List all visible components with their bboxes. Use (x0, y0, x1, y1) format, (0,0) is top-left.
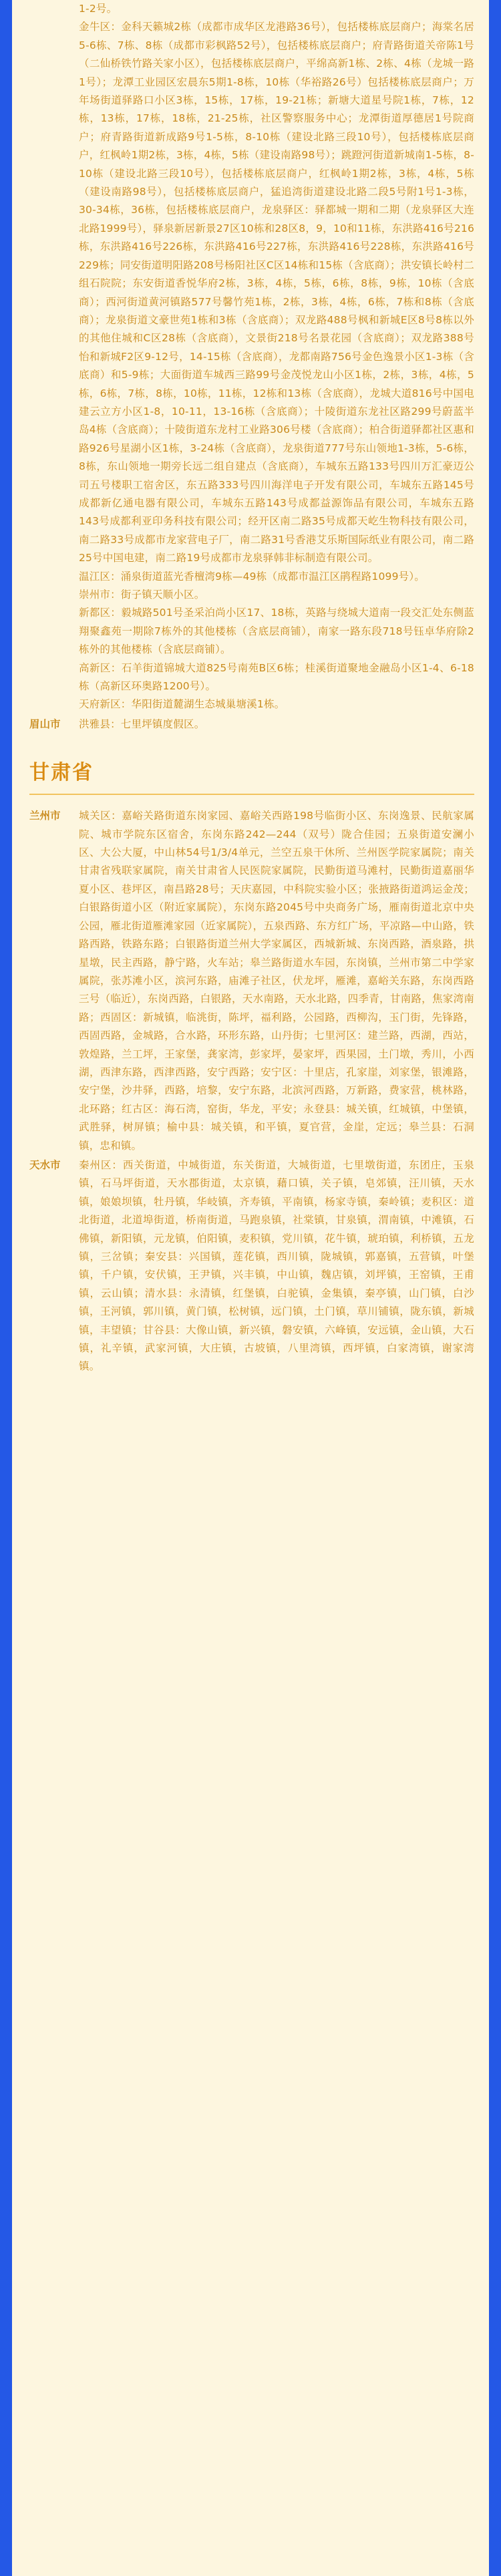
district-paragraph: 温江区：涌泉街道蓝光香檀湾9栋—49栋（成都市温江区鹃程路1099号）。 (79, 570, 425, 583)
city-name: 天水市 (29, 1158, 61, 1171)
province-title: 甘肃省 (29, 761, 94, 785)
province-divider (29, 794, 474, 795)
city-name: 眉山市 (29, 717, 61, 730)
district-paragraph: 崇州市：街子镇天顺小区。 (79, 589, 205, 601)
city-block-lanzhou (29, 807, 474, 1155)
page-frame-left (0, 0, 12, 2576)
city-block-meishan (29, 715, 474, 734)
city-body: 秦州区：西关街道，中城街道，东关街道，大城街道，七里墩街道，东团庄，玉泉镇，石马坪街道，天水郡街道，太京镇，藉口镇，关子镇，皂郊镇，汪川镇，天水镇，娘娘坝镇，牡丹镇，华岐镇，齐寿镇，平南镇，杨家寺镇，秦岭镇；麦积区：道北街道，北道埠街道，桥南街道，马跑泉镇，社棠镇，甘泉镇，渭南镇，中滩镇，石佛镇，新阳镇，元龙镇，伯阳镇，麦积镇，党川镇，花牛镇，琥珀镇，利桥镇，五龙镇，三岔镇；秦安县：兴国镇，莲花镇，西川镇，陇城镇，郭嘉镇，五营镇，叶堡镇，千户镇，安伏镇，王尹镇，兴丰镇，中山镇，魏店镇，刘坪镇，王窑镇，王甫镇，云山镇；清水县：永清镇，红堡镇，白驼镇，金集镇，秦亭镇，山门镇，白沙镇，王河镇，郭川镇，黄门镇，松树镇，远门镇，土门镇，草川铺镇，陇东镇，新城镇，丰望镇；甘谷县：大像山镇，新兴镇，磐安镇，六峰镇，安远镇，金山镇，大石镇，礼辛镇，武家河镇，大庄镇，古坡镇，八里湾镇，西坪镇，白家湾镇，谢家湾镇。 (79, 1158, 474, 1373)
district-paragraph: 新都区：毅城路501号圣采泊尚小区17、18栋，英路与绕城大道南一段交汇处东侧蓝翔聚鑫苑一期除7栋外的其他楼栋（含底层商铺），南家一路东段718号钰卓华府除2栋外的其他楼栋（含底层商铺）。 (79, 607, 474, 656)
city-name: 兰州市 (29, 810, 61, 822)
notice-panel (12, 0, 489, 2576)
page-frame-right (489, 0, 501, 2576)
city-body: 城关区：嘉峪关路街道东岗家园、嘉峪关西路198号临街小区、东岗逸景、民航家属院、城市学院东区宿舍，东岗东路242—244（双号）陇合佳园；五泉街道安澜小区、大公大厦，中山林54号1/3/4单元，兰空五泉干休所、兰州医学院家属院；南关甘肃省残联家属院，南关甘肃省人民医院家属院，民勤街道马滩村，民勤街道嘉丽华夏小区、巷坪区，南昌路28号；天庆嘉园，中科院实验小区；张掖路街道鸿运金茂；白银路街道小区（附近家属院），东岗东路2045号中央商务广场，雁南街道北京中央公园，雁北街道雁滩家园（近家属院），五泉西路、东方红广场，平凉路—中山路，铁路西路，铁路东路；白银路街道兰州大学家属区，西城新城、东岗西路，酒泉路，拱星墩，民主西路，静宁路，火车站；皋兰路街道水车园，东岗镇，兰州市第二中学家属院，张苏滩小区，滨河东路，庙滩子社区，伏龙坪，雁滩，嘉峪关东路，东岗西路三号（临近），东岗西路，白银路，天水南路，天水北路，四季青，甘南路，焦家湾南路；西固区：新城镇，临洮街，陈坪，福利路，公园路，西柳沟，玉门街，先锋路，西固西路，金城路，合水路，环形东路，山丹街；七里河区：建兰路，西湖，西站，敦煌路，兰工坪，王家堡，龚家湾，彭家坪，晏家坪，西果园，土门墩，秀川，小西湖，西津东路，西津西路，安宁西路；安宁区：十里店，孔家崖，刘家堡，银滩路，安宁堡，沙井驿，西路，培黎，安宁东路，北滨河西路，万新路，费家营，桃林路，北环路；红古区：海石湾，窑街，华龙，平安；永登县：城关镇，红城镇，中堡镇，武胜驿，树屏镇；榆中县：城关镇，和平镇，夏官营，金崖，定远；皋兰县：石洞镇，忠和镇。 (79, 810, 474, 1152)
district-paragraph: 高新区：石羊街道锦城大道825号南苑B区6栋；桂溪街道聚地金融岛小区1-4、6-18栋（高新区环奥路1200号）。 (79, 661, 474, 693)
district-paragraph: 天府新区：华阳街道麓湖生态城巢塘溪1栋。 (79, 698, 285, 711)
city-block-tianshui (29, 1156, 474, 1376)
district-paragraph: 1-2号。 (79, 3, 118, 15)
district-paragraph: 金牛区：金科天籁城2栋（成都市成华区龙港路36号），包括楼栋底层商户；海棠名居5-6栋、7栋、8栋（成都市彩枫路52号），包括楼栋底层商户；府青路街道关帝陈1号（二仙桥铁竹路关家小区），包括楼栋底层商户，平绵高新1栋、2栋、4栋（龙城一路1号）；龙潭工业园区宏晨东5期1-8栋，10栋（华裕路26号）包括楼栋底层商户；万年场街道驿路口小区3栋，15栋，17栋，19-21栋；新塘大道星号院1栋，7栋，12栋，13栋，17栋，18栋，21-25栋，社区警察服务中心；龙潭街道厚德居1号院商户；府青路街道新成路9号1-5栋，8-10栋（建设北路三段10号），包括楼栋底层商户，红枫岭1期2栋，3栋，4栋，5栋（建设南路98号）；跳蹬河街道新城南1-5栋，8-10栋（建设北路三段10号），包括楼栋底层商户，红枫岭1期2栋，3栋，4栋，5栋（建设南路98号），包括楼栋底层商户，猛追湾街道建设北路二段5号附1号1-3栋，30-34栋，36栋，包括楼栋底层商户，龙泉驿区：驿都城一期和二期（龙泉驿区大连北路1999号），驿泉新居新景27区10栋和28区8，9，10和11栋，东洪路416号216栋，东洪路416号226栋，东洪路416号227栋，东洪路416号228栋，东洪路416号229栋；同安街道明阳路208号杨阳社区C区14栋和15栋（含底商）；洪安镇长岭村二组石院院；东安街道香悦华府2栋，3栋，4栋，5栋，6栋，8栋，9栋，10栋（含底商）；西河街道黄河镇路577号馨竹苑1栋，2栋，3栋，4栋，6栋，7栋和8栋（含底商）；龙泉街道文豪世苑1栋和3栋（含底商）；双龙路488号枫和新城E区8号8栋以外的其他住城和C区28栋（含底商），文景街218号名景花园（含底商）；双龙路388号怡和新城F2区9-12号，14-15栋（含底商），龙都南路756号金色逸景小区1-3栋（含底商）和5-9栋；大面街道车城西三路99号金茂悦龙山小区1栋，2栋，3栋，4栋，5栋，6栋，7栋，8栋，10栋，11栋，12栋和13栋（含底商），龙城大道816号中国电建云立方小区1-8，10-11，13-16栋（含底商）；十陵街道东龙社区路299号蔚蓝半岛4栋（含底商）；十陵街道东龙村工业路306号楼（含底商）；柏合街道驿都社区惠和路926号星湖小区1栋，3-24栋（含底商），龙泉街道777号东山领地1-3栋，5-6栋，8栋，东山领地一期旁长远二组自建点（含底商），车城东五路133号四川万汇豪迈公司五号楼职工宿舍区，东五路333号四川海洋电子开发有限公司，车城东五路145号成都新亿通电器有限公司，车城东五路143号成都益源饰品有限公司，车城东五路143号成都利亚印务科技有限公司；经开区南二路35号成都天屹生物科技有限公司，南二路33号成都市龙家营电子厂，南二路31号香港艾乐斯国际纸业有限公司，南二路25号中国电建，南二路19号成都市龙泉驿韩非标制造有限公司。 (79, 21, 474, 565)
sichuan-continued-body (79, 0, 474, 714)
sichuan-continued-block (29, 0, 474, 714)
city-body: 洪雅县：七里坪镇度假区。 (79, 717, 205, 730)
